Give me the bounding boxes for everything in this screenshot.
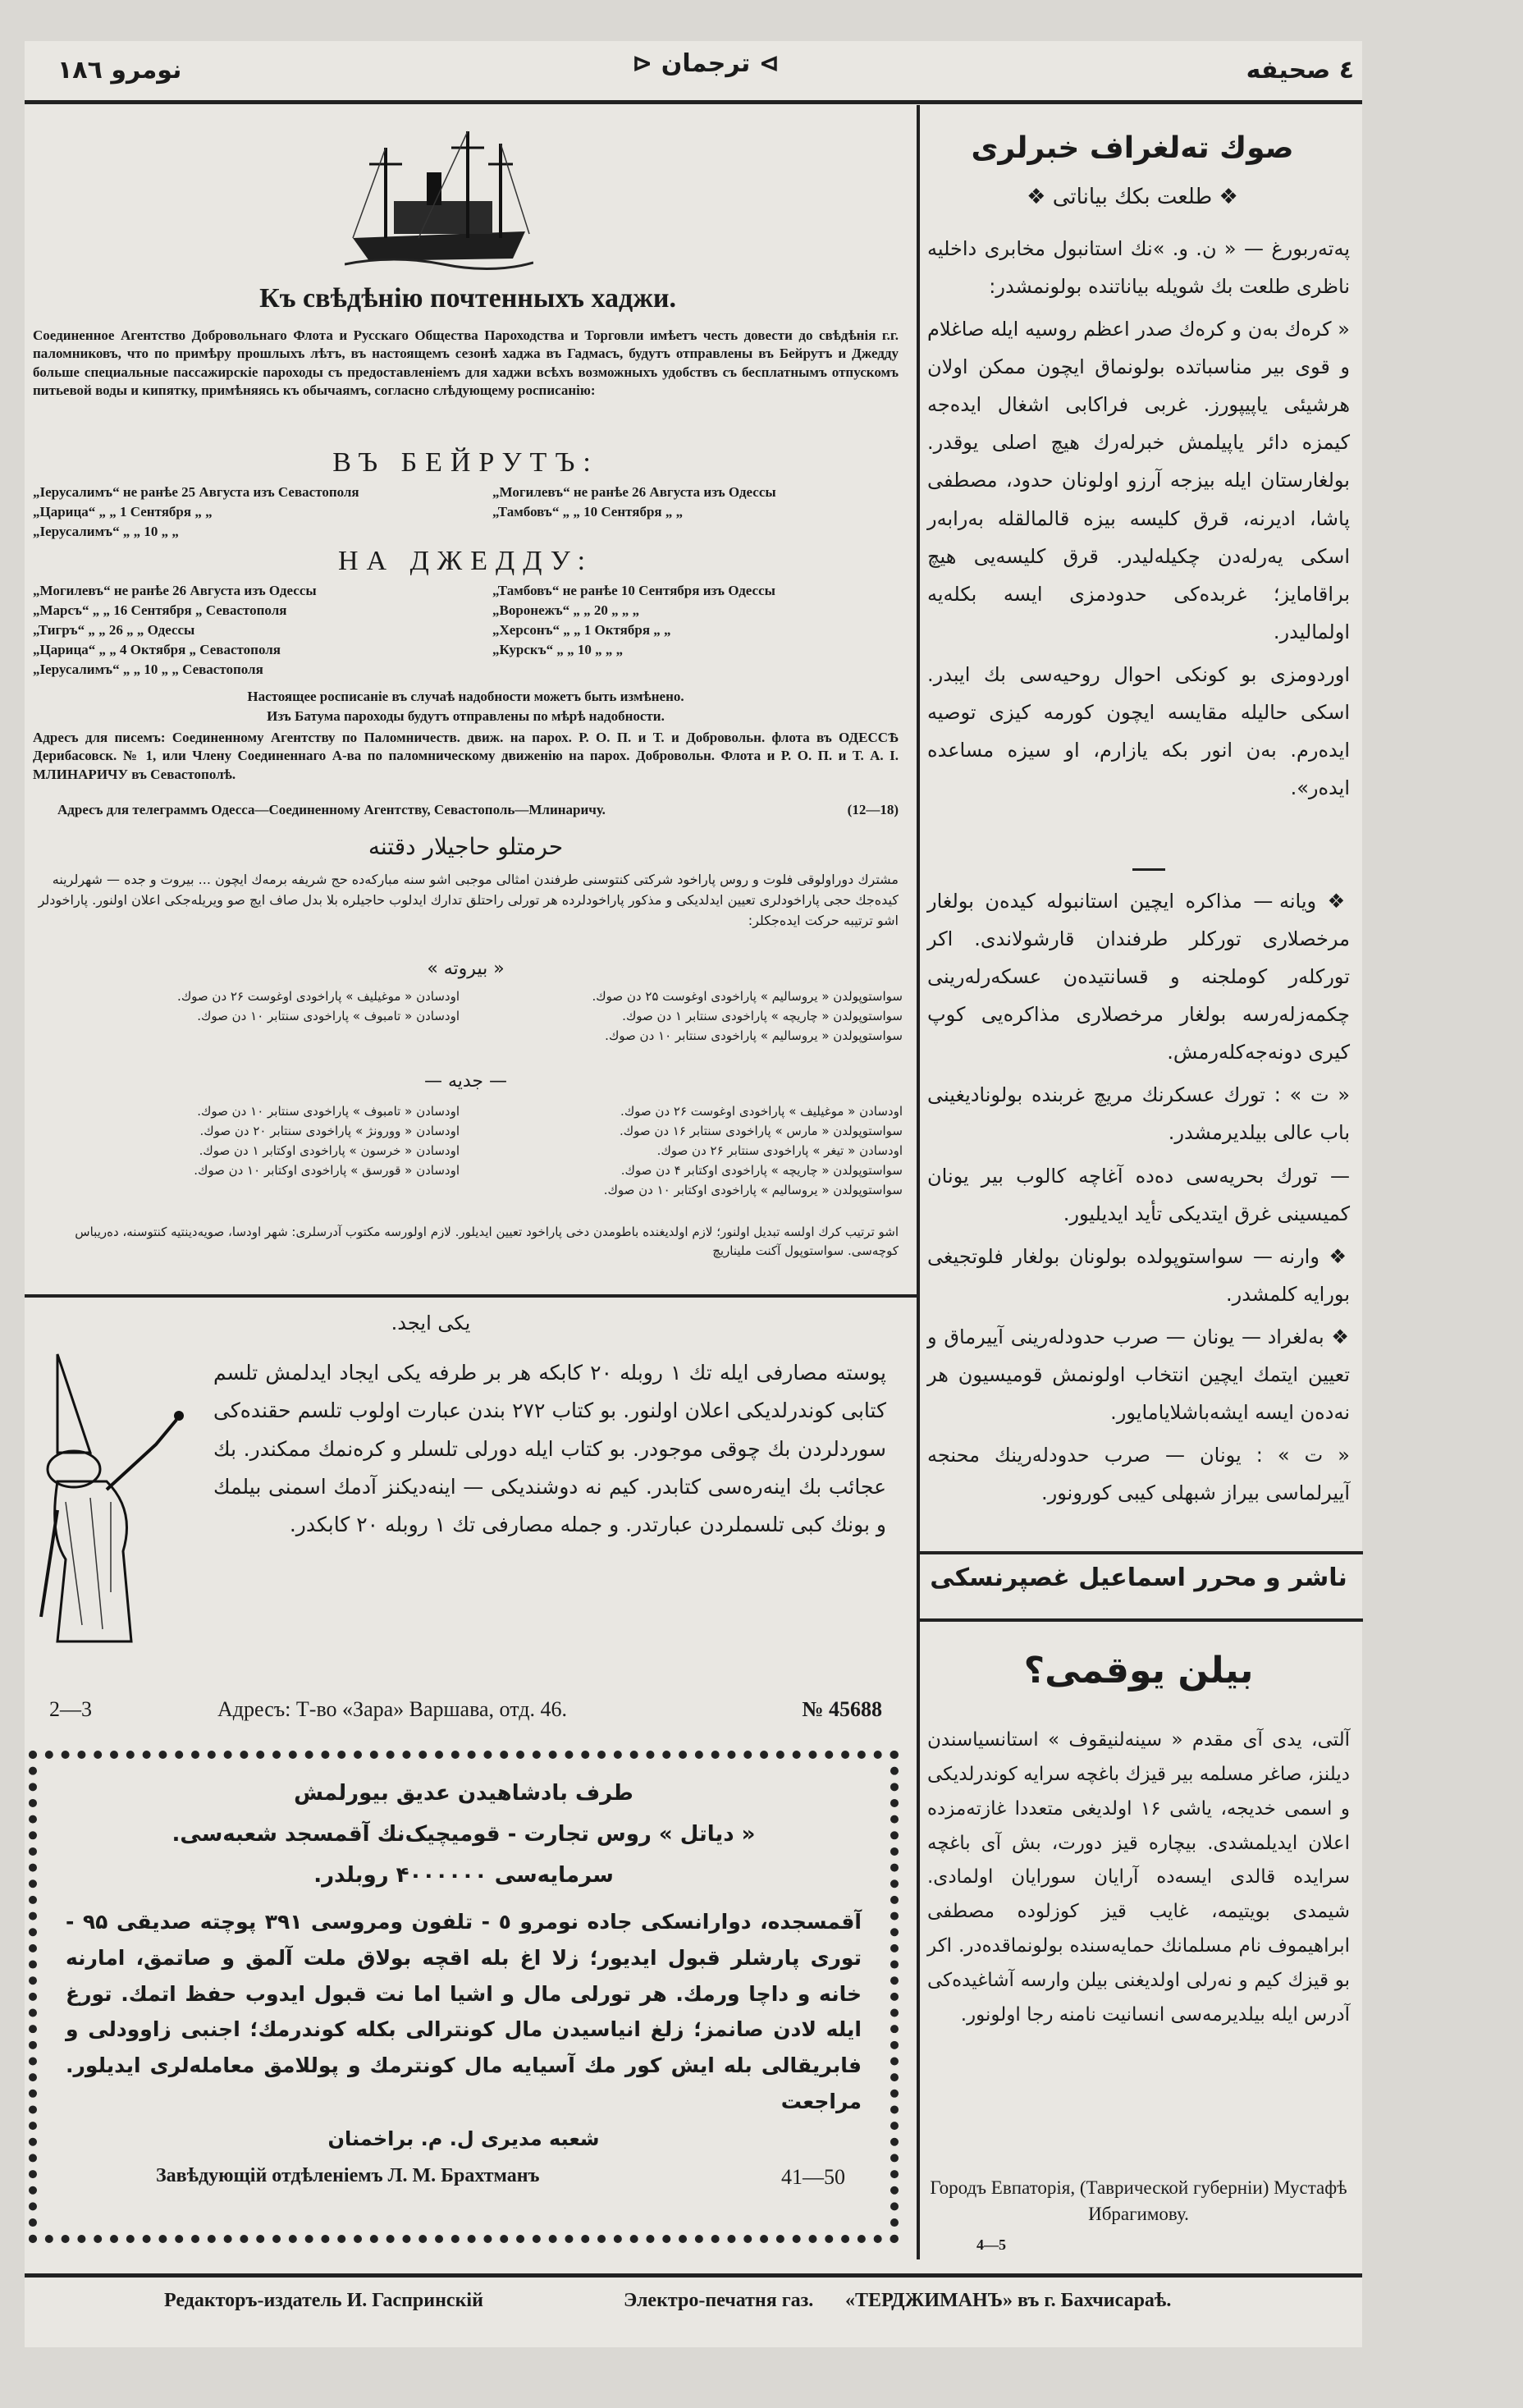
schedule-left: اودسادن « موغیلیف » پاراخودی اوغوست ۲۶ دن صوك. [177, 989, 460, 1004]
schedule-left: اودسادن « قورسق » پاراخودی اوکتابر ۱۰ دن صوك. [194, 1163, 460, 1178]
bank-manager-russian: Завѣдующій отдѣленіемъ Л. М. Брахтманъ [156, 2165, 540, 2186]
schedule-row [33, 524, 903, 540]
schedule-right [492, 662, 903, 678]
tatar-beirut-schedule [33, 989, 903, 1043]
publisher-line: ناشر و محرر اسماعیل غصپرنسکی [930, 1563, 1347, 1592]
issue-number: نومرو ١٨٦ [57, 56, 182, 85]
telegram-separator [1132, 868, 1165, 871]
schedule-row [33, 602, 903, 619]
telegrams-body-2 [927, 882, 1350, 1512]
schedule-left: „Марсъ“ „ „ 16 Сентября „ Севастополя [33, 602, 287, 618]
telegram-paragraph: « ت » : یونان — صرب حدودلەرینك محنجه آییرلماسی بیراز شبهلی کیبی کورونور. [927, 1444, 1350, 1505]
telegram-paragraph: — تورك بحریەسی دەده آغاچه کالوب بیر یونان کمیسینی غرق ایتدیکی تأید ایدیلیور. [927, 1164, 1350, 1225]
masthead-ornament-left: ⊳ [632, 49, 653, 78]
footer-press: Электро-печатня газ. [624, 2290, 814, 2311]
header-rule [25, 100, 1362, 104]
schedule-left: اودسادن « خرسون » پاراخودی اوکتابر ۱ دن صوك. [199, 1143, 460, 1158]
schedule-row [33, 1124, 903, 1138]
schedule-row [33, 1163, 903, 1178]
schedule-row [33, 989, 903, 1004]
russian-ad-intro: Соединенное Агентство Добровольнаго Флота и Русскаго Общества Пароходства и Торговли имѣетъ честь довести до свѣдѣнія г.г. паломниковъ, что по примѣру прошлыхъ лѣтъ, въ настоящемъ сезонѣ хаджа въ Гадмасъ, будутъ отправлены въ Бейрутъ и Джедду больше специальные пассажирскіе пароходы съ предоставленіемъ для хаджи всѣхъ возможныхъ удобствъ съ бесплатнымъ отпускомъ питьевой воды и кипятку, примѣняясь къ обычаямъ, согласно слѣдующему росписанію: [33, 327, 899, 399]
bank-ad-line1: طرف بادشاهیدن عدیق بیورلمش [294, 1781, 633, 1806]
wizard-illustration [33, 1346, 197, 1650]
schedule-right: سواستوپولدن « چاریچه » پاراخودی سنتابر ۱ دن صوك. [622, 1009, 903, 1023]
beirut-heading: ВЪ БЕЙРУТЪ: [332, 447, 599, 478]
telegram-paragraph: اوردومزی بو کونکی احوال روحیه‌سی بك ایبدر. اسکی حالیله مقایسه ایچون کورمه کیزی توصیه ایدەرم. بەن انور بکه یازارم، او سیزه مساعده ایدەر». [927, 662, 1350, 800]
schedule-row [33, 583, 903, 599]
bank-ad-line2: « دیاتل » روس تجارت - قومیچیک‌نك آقمسجد شعبه‌سی. [172, 1822, 756, 1847]
schedule-left [33, 1183, 460, 1197]
schedule-row [33, 1028, 903, 1043]
schedule-left: اودسادن « وورونژ » پاراخودی سنتابر ۲۰ دن صوك. [199, 1124, 460, 1138]
abc-ad-title: یکی ایجد. [391, 1312, 471, 1334]
ad-ref: (12—18) [847, 802, 899, 817]
ornament-icon: ❖ [1319, 1244, 1350, 1268]
bank-ad-ref: 41—50 [781, 2165, 845, 2189]
tatar-ad-title: حرمتلو حاجیلار دقتنه [368, 833, 564, 860]
schedule-row [33, 1183, 903, 1197]
abc-ad-ref: 2—3 [49, 1697, 92, 1721]
russian-ad-title: Къ свѣдѣнію почтенныхъ хаджи. [259, 283, 676, 314]
column-divider [917, 105, 920, 2259]
ornament-icon: ❖ [1324, 1325, 1350, 1348]
footer-rule [25, 2273, 1362, 2278]
lost-child-title: بیلن یوقمی؟ [1023, 1650, 1254, 1692]
footer-editor: Редакторъ-издатель И. Гаспринскій [164, 2290, 483, 2311]
masthead-ornament-right: ⊲ [758, 49, 780, 78]
schedule-left: „Іерусалимъ“ не ранѣе 25 Августа изъ Севастополя [33, 484, 359, 500]
schedule-left: „Царица“ „ „ 4 Октября „ Севастополя [33, 642, 281, 657]
abc-ad-body: پوسته مصارفی ایله تك ۱ روبله ۲۰ کابکه هر بر طرفه یکی ایجاد ایدلمش تلسم کتابی کوندرلدیکی اعلان اولنور. بو کتاب ۲۷۲ بندن عبارت اولوب تلسم حقنده‌کی سوردلردن بك چوقی موجودر. بو کتاب ایله دورلی تلسلر و کره‌نمك ممکندر. بك عجائب بك اینه‌ره‌سی کتابدر. کیم نه دوشندیکی — اینه‌دیکنز آدمك اسمنی بیلمك و بونك کبی تلسملردن عبارتدر. و جمله مصارفی تك ۱ روبله ۲۰ کابکدر. [213, 1361, 887, 1536]
schedule-left [33, 1028, 460, 1043]
publisher-rule-bottom [920, 1618, 1363, 1622]
schedule-row [33, 642, 903, 658]
masthead-name: ترجمان [661, 49, 751, 78]
schedule-row [33, 1143, 903, 1158]
telegram-paragraph [927, 882, 1350, 1071]
schedule-left: „Царица“ „ „ 1 Сентября „ „ [33, 504, 213, 520]
lost-child-ref: 4—5 [976, 2236, 1006, 2253]
abc-ad-number: № 45688 [802, 1697, 882, 1721]
jedda-heading: НА ДЖЕДДУ: [337, 546, 594, 576]
bank-manager-tatar: شعبه مدیری ل. م. براخمنان [327, 2127, 600, 2150]
left-section-rule [25, 1294, 917, 1298]
tatar-jedda-schedule [33, 1104, 903, 1197]
abc-ad-address: Адресъ: Т-во «Зара» Варшава, отд. 46. [217, 1697, 567, 1721]
subtitle-text: طلعت بکك بیاناتی [1052, 185, 1213, 209]
telegrams-title: صوك ته‌لغراف خبرلری [971, 131, 1294, 165]
batum-note: Изъ Батума пароходы будутъ отправлены по мѣрѣ надобности. [267, 708, 665, 724]
schedule-right: سواستوپولدن « مارس » پاراخودی سنتابر ۱۶ دن صوك. [619, 1124, 903, 1138]
schedule-right: اودسادن « تیغر » پاراخودی سنتابر ۲۶ دن صوك. [656, 1143, 903, 1158]
tatar-jedda-heading: — جدیه — [423, 1071, 508, 1092]
schedule-row [33, 1009, 903, 1023]
masthead-title [607, 49, 804, 78]
schedule-row [33, 484, 903, 501]
schedule-row [33, 622, 903, 639]
ornament-icon: ❖ [1027, 185, 1046, 209]
telegram-paragraph: « ت » : تورك عسکرنك مریچ غربنده بولونادیغینی باب عالی بیلدیرمشدر. [927, 1083, 1350, 1145]
schedule-left: „Могилевъ“ не ранѣе 26 Августа изъ Одессы [33, 583, 317, 598]
schedule-left: „Іерусалимъ“ „ „ 10 „ „ Севастополя [33, 662, 263, 677]
telegrams-body [927, 230, 1350, 807]
tatar-beirut-heading: « بیروته » [427, 959, 505, 979]
telegram-paragraph: پەتەربورغ — « ن. و. »نك استانبول مخابری داخلیه ناظری طلعت بك شویله بیاناتنده بولونمشدر: [927, 237, 1350, 299]
schedule-right: سواستوپولدن « یروسالیم » پاراخودی سنتابر ۱۰ دن صوك. [605, 1028, 903, 1043]
ornament-icon: ❖ [1316, 890, 1350, 913]
telegram-text: بەلغراد — یونان — صرب حدودلەرینی آییرماق و تعیین ایتمك ایچین انتخاب اولونمش قومیسیون هر نەدەن ایسه ایشەباشلایامایور. [927, 1325, 1350, 1425]
telegram-text: وارنه — سواستوپولده بولونان بولغار فلوتجیغی بورایه کلمشدر. [927, 1244, 1350, 1306]
ornament-icon: ❖ [1219, 185, 1238, 209]
beirut-schedule [33, 484, 903, 540]
schedule-row [33, 1104, 903, 1119]
jedda-schedule [33, 583, 903, 678]
schedule-right: „Тамбовъ“ не ранѣе 10 Сентября изъ Одессы [492, 583, 775, 598]
schedule-right: سواستوپولدن « یروسالیم » پاراخودی اوکتابر ۱۰ دن صوك. [603, 1183, 903, 1197]
schedule-note: Настоящее росписаніе въ случаѣ надобности можетъ быть измѣнено. [247, 689, 684, 704]
telegram-paragraph [927, 1238, 1350, 1313]
schedule-right: „Тамбовъ“ „ „ 10 Сентября „ „ [492, 504, 684, 520]
lost-child-body: آلتی، یدی آی مقدم « سینه‌لنیقوف » استانسیاسندن دیلنز، صاغر مسلمه بیر قیزك باغچه سرایه کوندرلدیکی و اسمی خدیجه، یاشی ۱۶ اولدیغی متعددا غازته‌مزده اعلان ایدیلمشدی. بیچاره قیز دورت، بش آی باغچه سرایده قالدی ایسه‌ده آرایان سورایان اولمادی. شیمدی بویتیمه، غایب قیز کوزلوده مصطفی ابراهیموف نام مسلمانك حمایه‌سنده بولونماقده‌در. اکر بو قیزك کیم و نه‌رلی اولدیغنی بیلن وارسه آشاغیده‌کی آدرس ایله بیلدیرمه‌سی انسانیت نامنه رجا اولونور. [927, 1729, 1351, 2026]
schedule-right [492, 524, 903, 540]
lost-child-address: Городъ Евпаторія, (Таврической губерніи) Мустафѣ Ибрагимову. [930, 2177, 1347, 2225]
schedule-left: „Тигръ“ „ „ 26 „ „ Одессы [33, 622, 195, 638]
bank-ad-line3: سرمایه‌سی ۴۰۰۰۰۰۰ روبلدر. [313, 1863, 614, 1888]
schedule-right: اودسادن « موغیلیف » پاراخودی اوغوست ۲۶ دن صوك. [620, 1104, 903, 1119]
telegram-paragraph: « کرەك بەن و کرەك صدر اعظم روسیه ایله صاغلام و قوی بیر مناسباتده بولونماق ایچون ممکن اولان هرشیئی یاپیپورز. غربی فراکابی اشغال ایدەجه کیمزه دائر یاپیلمش خبرلەرك هیچ اصلی یوقدر. بولغارستان ایله بیزجه آرزو اولونان حدود، مصطفی پاشا، ادیرنه، قرق کلیسه بیزه قالمالقله بەرابەر اسکی یەرلەدن چکیله‌لیدر. قرق کلیسەیی هیچ براقامایز؛ غربده‌کی حدودمزی ایسه بکلەیه اولمالیدر. [927, 318, 1350, 643]
schedule-left: اودسادن « تامبوف » پاراخودی سنتابر ۱۰ دن صوك. [197, 1104, 460, 1119]
schedule-row [33, 504, 903, 520]
schedule-right: „Могилевъ“ не ранѣе 26 Августа изъ Одессы [492, 484, 776, 500]
tatar-ad-intro: مشترك دوراولوقی فلوت و روس پاراخود شرکتی کنتوسنی طرفندن امثالی موجبی اشو سنه مبارکه‌ده حج شریفه برمه‌ك ایچون ... بیروت و جده — شهرلرینه کیده‌جك حجی پاراخودلری تعیین ایدلدیکی و مذکور پاراخودلرده هر تورلی راحتلق تدارك ایدلوب حاجیلره بلا بدل صاف ایچ صو ویریله‌جکی اعلان اولنور. پاراخودلر اشو ترتیبه حرکت ایده‌جکلر: [38, 872, 899, 928]
telegrams-subtitle [927, 185, 1338, 209]
schedule-row [33, 662, 903, 678]
letters-address: Адресъ для писемъ: Соединенному Агентству по Паломничеств. движ. на парох. Р. О. П. и Т. и Добровольн. флота въ ОДЕССѢ Дерибасовск. № 1, или Члену Соединеннаго А-ва по паломническому движенію на парох. Добровольн. Флота и Р. О. П. и Т. А. І. МЛИНАРИЧУ въ Севастополѣ. [33, 730, 899, 782]
schedule-left: „Іерусалимъ“ „ „ 10 „ „ [33, 524, 179, 539]
bank-ad-body: آقمسجده، دوارانسکی جاده نومرو ٥ - تلفون ومروسی ۳۹۱ پوچته صدیقی ۹۵ - توری پارشلر قبول ایدیور؛ زلا اغ بله اقچه بولاق ملت آلمق و صاتمق، امارنه خانه و داچا ورمك. هر تورلی مال و اشیا اما نت قبول ایدوب حفظ اتمك. تورغ ایله لادن صانمز؛ زلغ انیاسیدن مال کونترالی بکله کوندرمك؛ اجنبی زاوودلی و فابریقالی بله ایش کور مك آسیایه مال کونترمك و پوللامق معامله‌لری ایدیلور. مراجعت [66, 1910, 862, 2113]
telegram-paragraph [927, 1318, 1350, 1431]
schedule-right: „Херсонъ“ „ „ 1 Октября „ „ [492, 622, 671, 638]
tatar-ad-footer: اشو ترتیب کرك اولسه تبدیل اولنور؛ لازم اولدیغنده باطومدن دخی پاراخود تعیین ایدیلور. لازم اولورسه مکتوب آدرسلری: شهر اودسا، صویه‌دینتیه کنتوسنه، ده‌ریباس کوچه‌سی. سواستوپول آکنت ملیناریچ [75, 1225, 899, 1258]
page-number: ٤ صحیفه [1246, 56, 1354, 85]
schedule-right: سواستوپولدن « چاریچه » پاراخودی اوکتابر ۴ دن صوك. [620, 1163, 903, 1178]
telegram-text: ویانه — مذاکره ایچین استانبولە کیدەن بولغار مرخصلاری تورکلر طرفندان قارشولاندی. اکر تورکلەر کوملجنه و قسانتیدەن عسکەرلەرینی چکمەزلەرسه بولغار مرخصلاری مذاکرەیی کوپ کیری دونەجەکلەرمش. [927, 890, 1350, 1064]
schedule-right: „Воронежъ“ „ „ 20 „ „ „ [492, 602, 640, 618]
telegram-address: Адресъ для телеграммъ Одесса—Соединенному Агентству, Севастополь—Млинаричу. [57, 802, 606, 817]
footer-city: «ТЕРДЖИМАНЪ» въ г. Бахчисараѣ. [845, 2290, 1172, 2311]
schedule-left: اودسادن « تامبوف » پاراخودی سنتابر ۱۰ دن صوك. [197, 1009, 460, 1023]
schedule-right: „Курскъ“ „ „ 10 „ „ „ [492, 642, 624, 657]
publisher-rule-top [920, 1551, 1363, 1554]
steamship-illustration [345, 123, 533, 271]
schedule-right: سواستوپولدن « یروسالیم » پاراخودی اوغوست ۲۵ دن صوك. [592, 989, 903, 1004]
